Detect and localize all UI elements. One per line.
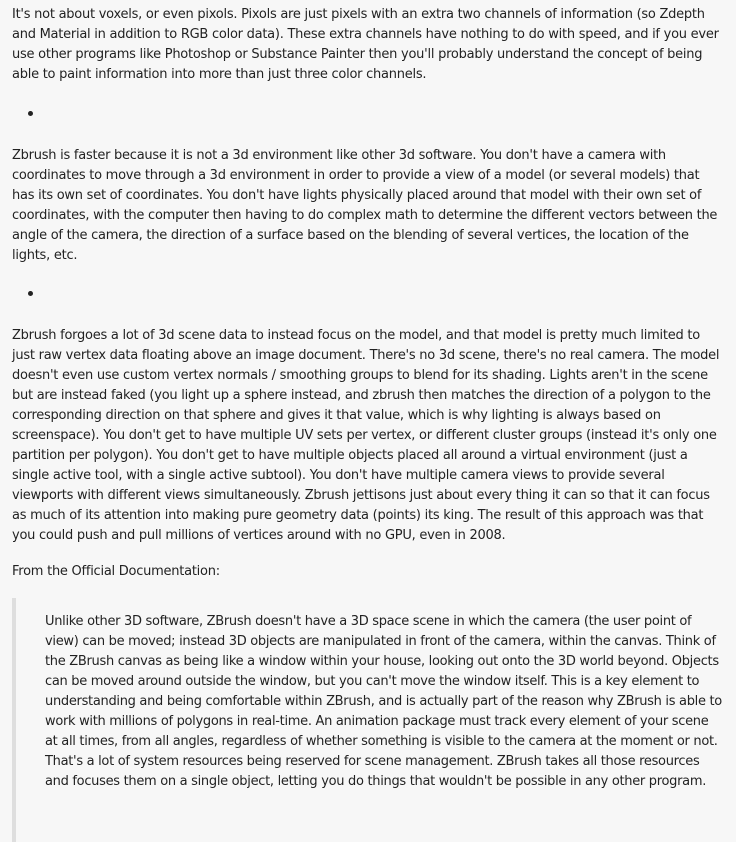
- bullet-icon: [28, 111, 33, 116]
- quote-text: Unlike other 3D software, ZBrush doesn't have a 3D space scene in which the camera (the user point of view) can be moved; instead 3D objects are manipulated in front of the camera, within the canvas. Think of the ZBrush canvas as being like a window within your house, looking out onto the 3D world beyond. Objects can be moved around outside the window, but you can't move the window itself. This is a key element to understanding and being comfortable within ZBrush, and is actually part of the reason why ZBrush is able to work with millions of polygons in real-time. An animation package must track every element of your scene at all times, from all angles, regardless of whether something is visible to the camera at the moment or not. That's a lot of system resources being reserved for scene management. ZBrush takes all those resources and focuses them on a single object, letting you do things that wouldn't be possible in any other program.: [45, 614, 722, 789]
- empty-bullet-list: [12, 283, 724, 303]
- paragraph-official-docs-intro: From the Official Documentation:: [12, 564, 220, 579]
- list-item: [28, 283, 724, 303]
- empty-bullet-list: [12, 103, 724, 123]
- paragraph-not-3d-environment: Zbrush is faster because it is not a 3d environment like other 3d software. You don't have a camera with coordinates to move through a 3d environment in order to provide a view of a model (or several models) that has its own set of coordinates. You don't have lights physically placed around that model with their own set of coordinates, with the computer then having to do complex math to determine the different vectors between the angle of the camera, the direction of a surface based on the blending of several vertices, the location of the lights, etc.: [12, 148, 718, 263]
- paragraph-scene-data: Zbrush forgoes a lot of 3d scene data to instead focus on the model, and that model is pretty much limited to just raw vertex data floating above an image document. There's no 3d scene, there's no real camera. The model doesn't even use custom vertex normals / smoothing groups to blend for its shading. Lights aren't in the scene but are instead faked (you light up a sphere instead, and zbrush then matches the direction of a polygon to the corresponding direction on that sphere and gives it that value, which is why lighting is always based on screenspace). You don't get to have multiple UV sets per vertex, or different cluster groups (instead it's only one partition per polygon). You don't get to have multiple objects placed all around a virtual environment (just a single active tool, with a single active subtool). You don't have multiple camera views to provide several viewports with different views simultaneously. Zbrush jettisons just about every thing it can so that it can focus as much of its attention into making pure geometry data (points) its king. The result of this approach was that you could push and pull millions of vertices around with no GPU, even in 2008.: [12, 328, 720, 543]
- paragraph-pixols: It's not about voxels, or even pixols. Pixols are just pixels with an extra two channels of information (so Zdepth and Material in addition to RGB color data). These extra channels have nothing to do with speed, and if you ever use other programs like Photoshop or Substance Painter then you'll probably understand the concept of being able to paint information into more than just three color channels.: [12, 7, 719, 82]
- documentation-quote: [12, 598, 724, 842]
- bullet-icon: [28, 291, 33, 296]
- list-item: [28, 103, 724, 123]
